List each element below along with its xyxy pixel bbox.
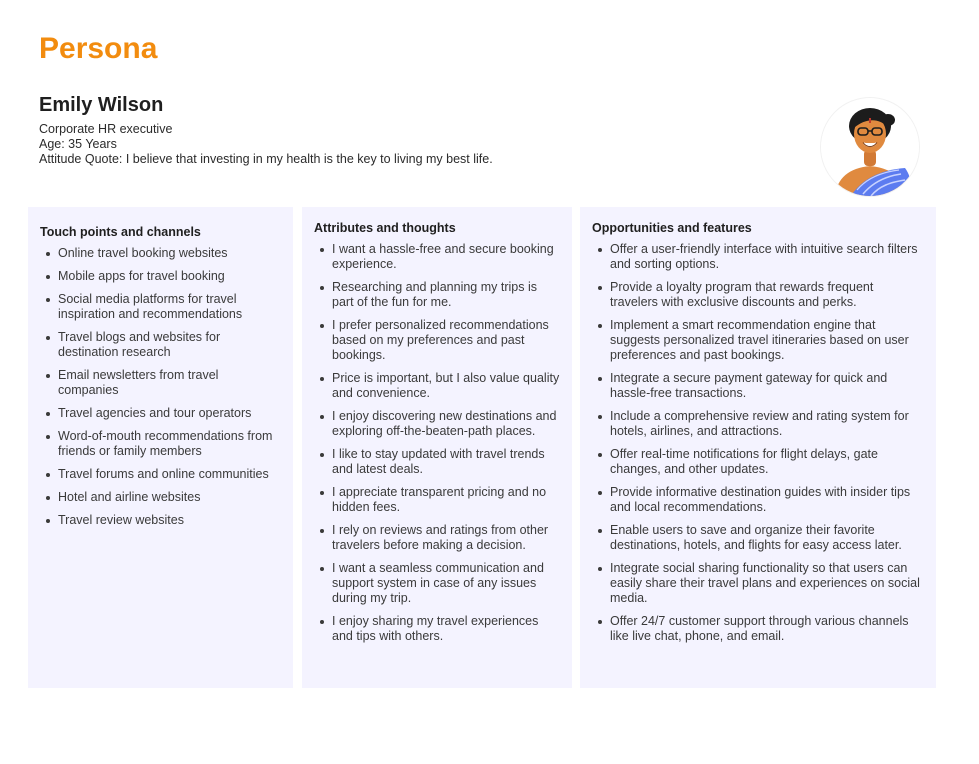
panel-title: Opportunities and features: [592, 221, 752, 235]
list-item: Word-of-mouth recommendations from friends or family members: [58, 429, 281, 459]
list-item: Offer a user-friendly interface with intuitive search filters and sorting options.: [610, 242, 924, 272]
persona-quote: Attitude Quote: I believe that investing in my health is the key to living my best life.: [39, 152, 493, 166]
list-item: Offer real-time notifications for flight delays, gate changes, and other updates.: [610, 447, 924, 477]
persona-name: Emily Wilson: [39, 94, 164, 116]
opportunities-panel: [580, 207, 936, 688]
list-item: I want a seamless communication and support system in case of any issues during my trip.: [332, 561, 560, 606]
list-item: Social media platforms for travel inspiration and recommendations: [58, 292, 281, 322]
list-item: Provide a loyalty program that rewards frequent travelers with exclusive discounts and perks.: [610, 280, 924, 310]
persona-age: Age: 35 Years: [39, 137, 117, 151]
list-item: I want a hassle-free and secure booking experience.: [332, 242, 560, 272]
list-item: Travel blogs and websites for destination research: [58, 330, 281, 360]
list-item: I enjoy discovering new destinations and exploring off-the-beaten-path places.: [332, 409, 560, 439]
persona-role: Corporate HR executive: [39, 122, 173, 136]
touchpoints-list: [40, 246, 281, 528]
list-item: Include a comprehensive review and rating system for hotels, airlines, and attractions.: [610, 409, 924, 439]
touchpoints-panel: [28, 207, 293, 688]
list-item: Travel review websites: [58, 513, 281, 528]
attributes-panel: [302, 207, 572, 688]
page-title: Persona: [39, 32, 158, 65]
list-item: I appreciate transparent pricing and no hidden fees.: [332, 485, 560, 515]
list-item: Travel agencies and tour operators: [58, 406, 281, 421]
list-item: I enjoy sharing my travel experiences and tips with others.: [332, 614, 560, 644]
list-item: Implement a smart recommendation engine that suggests personalized travel itineraries based on user preferences and past bookings.: [610, 318, 924, 363]
persona-info: [39, 122, 493, 167]
list-item: I rely on reviews and ratings from other travelers before making a decision.: [332, 523, 560, 553]
list-item: Mobile apps for travel booking: [58, 269, 281, 284]
list-item: Travel forums and online communities: [58, 467, 281, 482]
list-item: Email newsletters from travel companies: [58, 368, 281, 398]
attributes-list: [314, 242, 560, 644]
list-item: Online travel booking websites: [58, 246, 281, 261]
list-item: I prefer personalized recommendations based on my preferences and past bookings.: [332, 318, 560, 363]
list-item: Researching and planning my trips is part of the fun for me.: [332, 280, 560, 310]
list-item: Integrate a secure payment gateway for quick and hassle-free transactions.: [610, 371, 924, 401]
list-item: I like to stay updated with travel trends and latest deals.: [332, 447, 560, 477]
panel-title: Touch points and channels: [40, 225, 201, 239]
panel-title: Attributes and thoughts: [314, 221, 456, 235]
opportunities-list: [592, 242, 924, 644]
list-item: Hotel and airline websites: [58, 490, 281, 505]
list-item: Integrate social sharing functionality so that users can easily share their travel plans and experiences on social media.: [610, 561, 924, 606]
avatar: [821, 98, 919, 196]
list-item: Price is important, but I also value quality and convenience.: [332, 371, 560, 400]
list-item: Offer 24/7 customer support through various channels like live chat, phone, and email.: [610, 614, 924, 644]
list-item: Enable users to save and organize their favorite destinations, hotels, and flights for easy access later.: [610, 523, 924, 553]
woman-portrait-icon: [821, 98, 919, 196]
list-item: Provide informative destination guides with insider tips and local recommendations.: [610, 485, 924, 515]
